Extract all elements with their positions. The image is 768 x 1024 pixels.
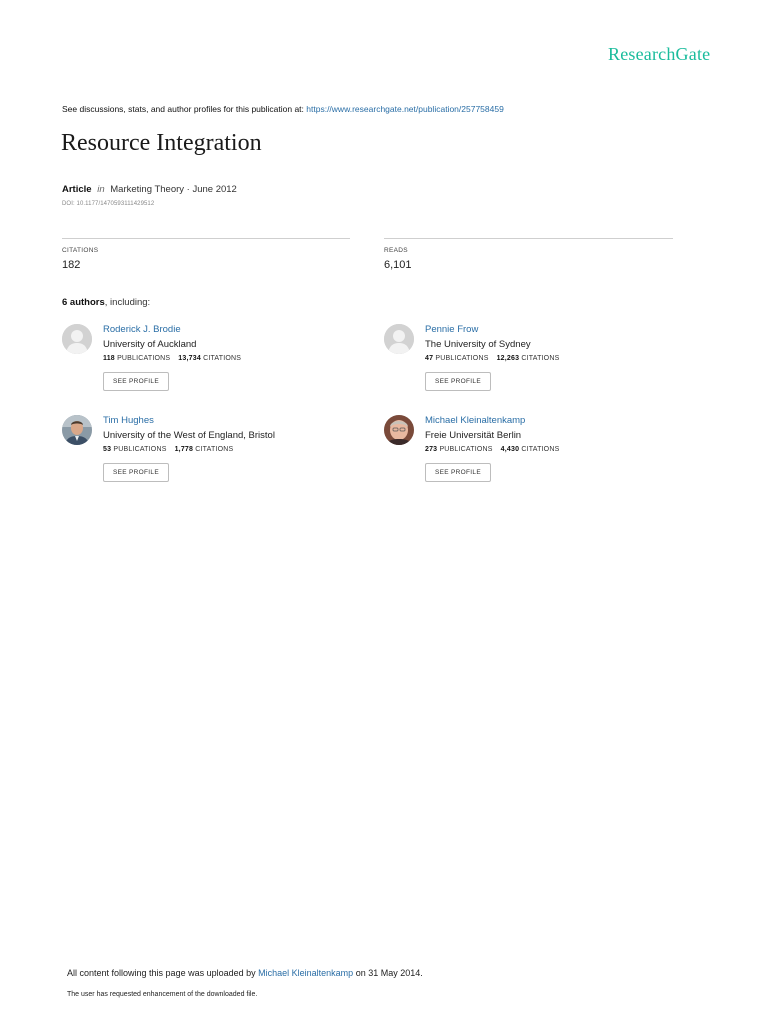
citations-value: 182 — [62, 259, 81, 271]
enhancement-note: The user has requested enhancement of the downloaded file. — [67, 991, 258, 998]
author-stats — [425, 446, 559, 453]
author-institution: University of the West of England, Bristol — [103, 430, 275, 441]
citations-label: CITATIONS — [195, 446, 234, 453]
page-title: Resource Integration — [61, 130, 262, 156]
citations-divider — [62, 238, 350, 239]
publications-count: 118 — [103, 355, 115, 362]
author-photo-avatar[interactable] — [384, 415, 414, 445]
discussion-line — [62, 104, 504, 114]
citations-count: 12,263 — [496, 355, 520, 362]
citations-label: CITATIONS — [203, 355, 242, 362]
publications-count: 53 — [103, 446, 112, 453]
citations-label: CITATIONS — [521, 446, 560, 453]
citations-label: CITATIONS — [62, 247, 99, 254]
publications-label: PUBLICATIONS — [435, 355, 489, 362]
uploader-link[interactable]: Michael Kleinaltenkamp — [258, 968, 354, 978]
reads-divider — [384, 238, 673, 239]
author-card — [62, 415, 352, 495]
author-stats — [103, 446, 233, 453]
author-institution: The University of Sydney — [425, 339, 531, 350]
discussion-prefix: See discussions, stats, and author profiles for this publication at: — [62, 104, 307, 114]
publication-link[interactable]: https://www.researchgate.net/publication/257758459 — [306, 104, 504, 114]
author-card — [62, 324, 352, 404]
citations-count: 1,778 — [174, 446, 194, 453]
citations-count: 13,734 — [178, 355, 201, 362]
citations-label: CITATIONS — [521, 355, 560, 362]
reads-value: 6,101 — [384, 259, 412, 271]
author-stats — [103, 355, 241, 362]
upload-prefix: All content following this page was uploaded by — [67, 968, 259, 978]
author-stats — [425, 355, 559, 362]
author-institution: University of Auckland — [103, 339, 197, 350]
author-name-link[interactable]: Pennie Frow — [425, 324, 479, 335]
see-profile-button[interactable]: SEE PROFILE — [425, 463, 491, 482]
publication-meta — [62, 184, 237, 195]
author-name-link[interactable]: Michael Kleinaltenkamp — [425, 415, 526, 426]
researchgate-logo[interactable]: ResearchGate — [608, 44, 711, 64]
journal-date: Marketing Theory · June 2012 — [110, 184, 237, 195]
default-avatar-icon[interactable] — [384, 324, 414, 354]
publications-count: 273 — [425, 446, 438, 453]
publications-label: PUBLICATIONS — [117, 355, 171, 362]
upload-note — [67, 968, 423, 978]
see-profile-button[interactable]: SEE PROFILE — [103, 463, 169, 482]
see-profile-button[interactable]: SEE PROFILE — [103, 372, 169, 391]
publications-count: 47 — [425, 355, 434, 362]
author-card — [384, 324, 674, 404]
author-name-link[interactable]: Tim Hughes — [103, 415, 154, 426]
authors-summary — [62, 297, 150, 308]
publications-label: PUBLICATIONS — [439, 446, 493, 453]
see-profile-button[interactable]: SEE PROFILE — [425, 372, 491, 391]
doi: DOI: 10.1177/1470593111429512 — [62, 201, 155, 207]
authors-suffix: , including: — [104, 297, 151, 308]
author-card — [384, 415, 674, 495]
authors-count: 6 authors — [62, 297, 105, 308]
publications-label: PUBLICATIONS — [113, 446, 167, 453]
in-word: in — [97, 184, 105, 195]
author-name-link[interactable]: Roderick J. Brodie — [103, 324, 181, 335]
reads-label: READS — [384, 247, 408, 254]
citations-count: 4,430 — [500, 446, 520, 453]
publication-type: Article — [62, 184, 92, 195]
author-photo-avatar[interactable] — [62, 415, 92, 445]
default-avatar-icon[interactable] — [62, 324, 92, 354]
upload-suffix: on 31 May 2014. — [353, 968, 423, 978]
author-institution: Freie Universität Berlin — [425, 430, 522, 441]
